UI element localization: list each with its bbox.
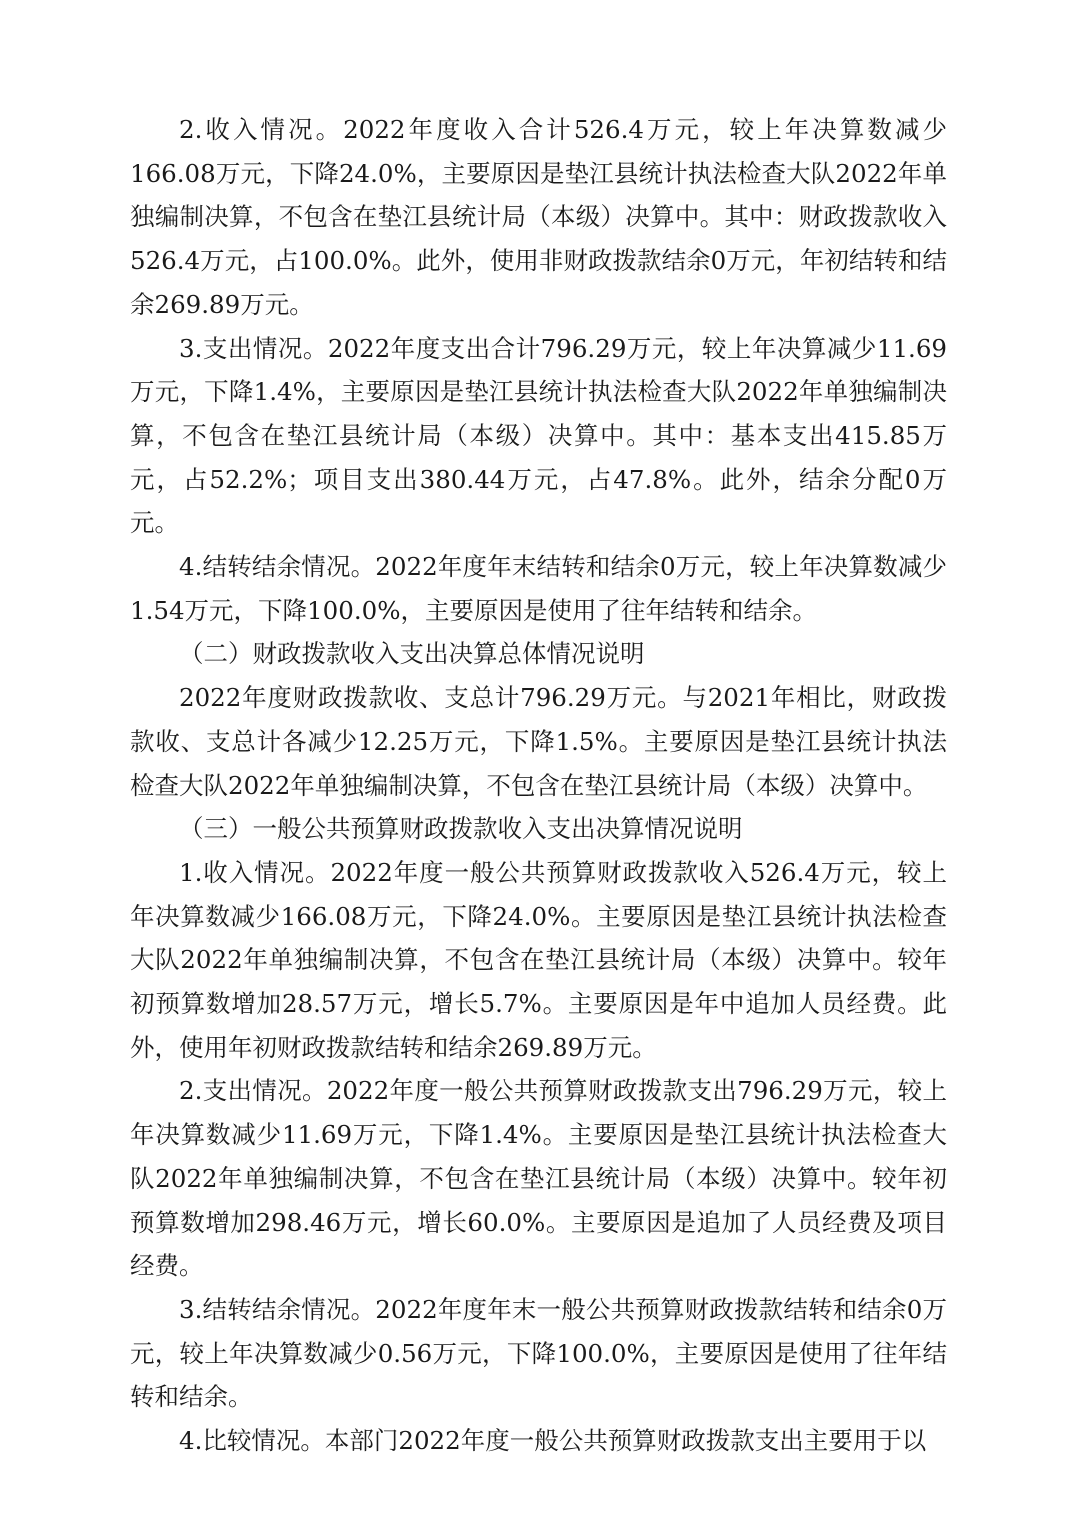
- paragraph-fiscal-overview: 2022年度财政拨款收、支总计796.29万元。与2021年相比，财政拨款收、支总计各减少12.25万元，下降1.5%。主要原因是垫江县统计执法检查大队2022年单独编制决算，不包含在垫江县统计局（本级）决算中。: [130, 683, 947, 800]
- document-page: [130, 108, 947, 1463]
- section-heading-general-budget: （三）一般公共预算财政拨款收入支出决算情况说明: [179, 814, 743, 844]
- paragraph-comparison: 4.比较情况。本部门2022年度一般公共预算财政拨款支出主要用于以: [179, 1426, 927, 1456]
- paragraph-general-income: 1.收入情况。2022年度一般公共预算财政拨款收入526.4万元，较上年决算数减少166.08万元，下降24.0%。主要原因是垫江县统计执法检查大队2022年单独编制决算，不包含在垫江县统计局（本级）决算中。较年初预算数增加28.57万元，增长5.7%。主要原因是年中追加人员经费。此外，使用年初财政拨款结转和结余269.89万元。: [130, 857, 947, 1062]
- paragraph-expenditure: 3.支出情况。2022年度支出合计796.29万元，较上年决算减少11.69万元，下降1.4%，主要原因是垫江县统计执法检查大队2022年单独编制决算，不包含在垫江县统计局（本级）决算中。其中：基本支出415.85万元，占52.2%；项目支出380.44万元，占47.8%。此外，结余分配0万元。: [130, 333, 947, 538]
- paragraph-income: 2.收入情况。2022年度收入合计526.4万元，较上年决算数减少166.08万元，下降24.0%，主要原因是垫江县统计执法检查大队2022年单独编制决算，不包含在垫江县统计局（本级）决算中。其中：财政拨款收入526.4万元，占100.0%。此外，使用非财政拨款结余0万元，年初结转和结余269.89万元。: [130, 115, 947, 319]
- section-heading-fiscal-overview: （二）财政拨款收入支出决算总体情况说明: [179, 639, 645, 669]
- paragraph-general-expenditure: 2.支出情况。2022年度一般公共预算财政拨款支出796.29万元，较上年决算数减少11.69万元，下降1.4%。主要原因是垫江县统计执法检查大队2022年单独编制决算，不包含在垫江县统计局（本级）决算中。较年初预算数增加298.46万元，增长60.0%。主要原因是追加了人员经费及项目经费。: [130, 1076, 947, 1281]
- paragraph-carryover: 4.结转结余情况。2022年度年末结转和结余0万元，较上年决算数减少1.54万元，下降100.0%，主要原因是使用了往年结转和结余。: [130, 552, 947, 625]
- paragraph-general-carryover: 3.结转结余情况。2022年度年末一般公共预算财政拨款结转和结余0万元，较上年决算数减少0.56万元，下降100.0%，主要原因是使用了往年结转和结余。: [130, 1294, 947, 1412]
